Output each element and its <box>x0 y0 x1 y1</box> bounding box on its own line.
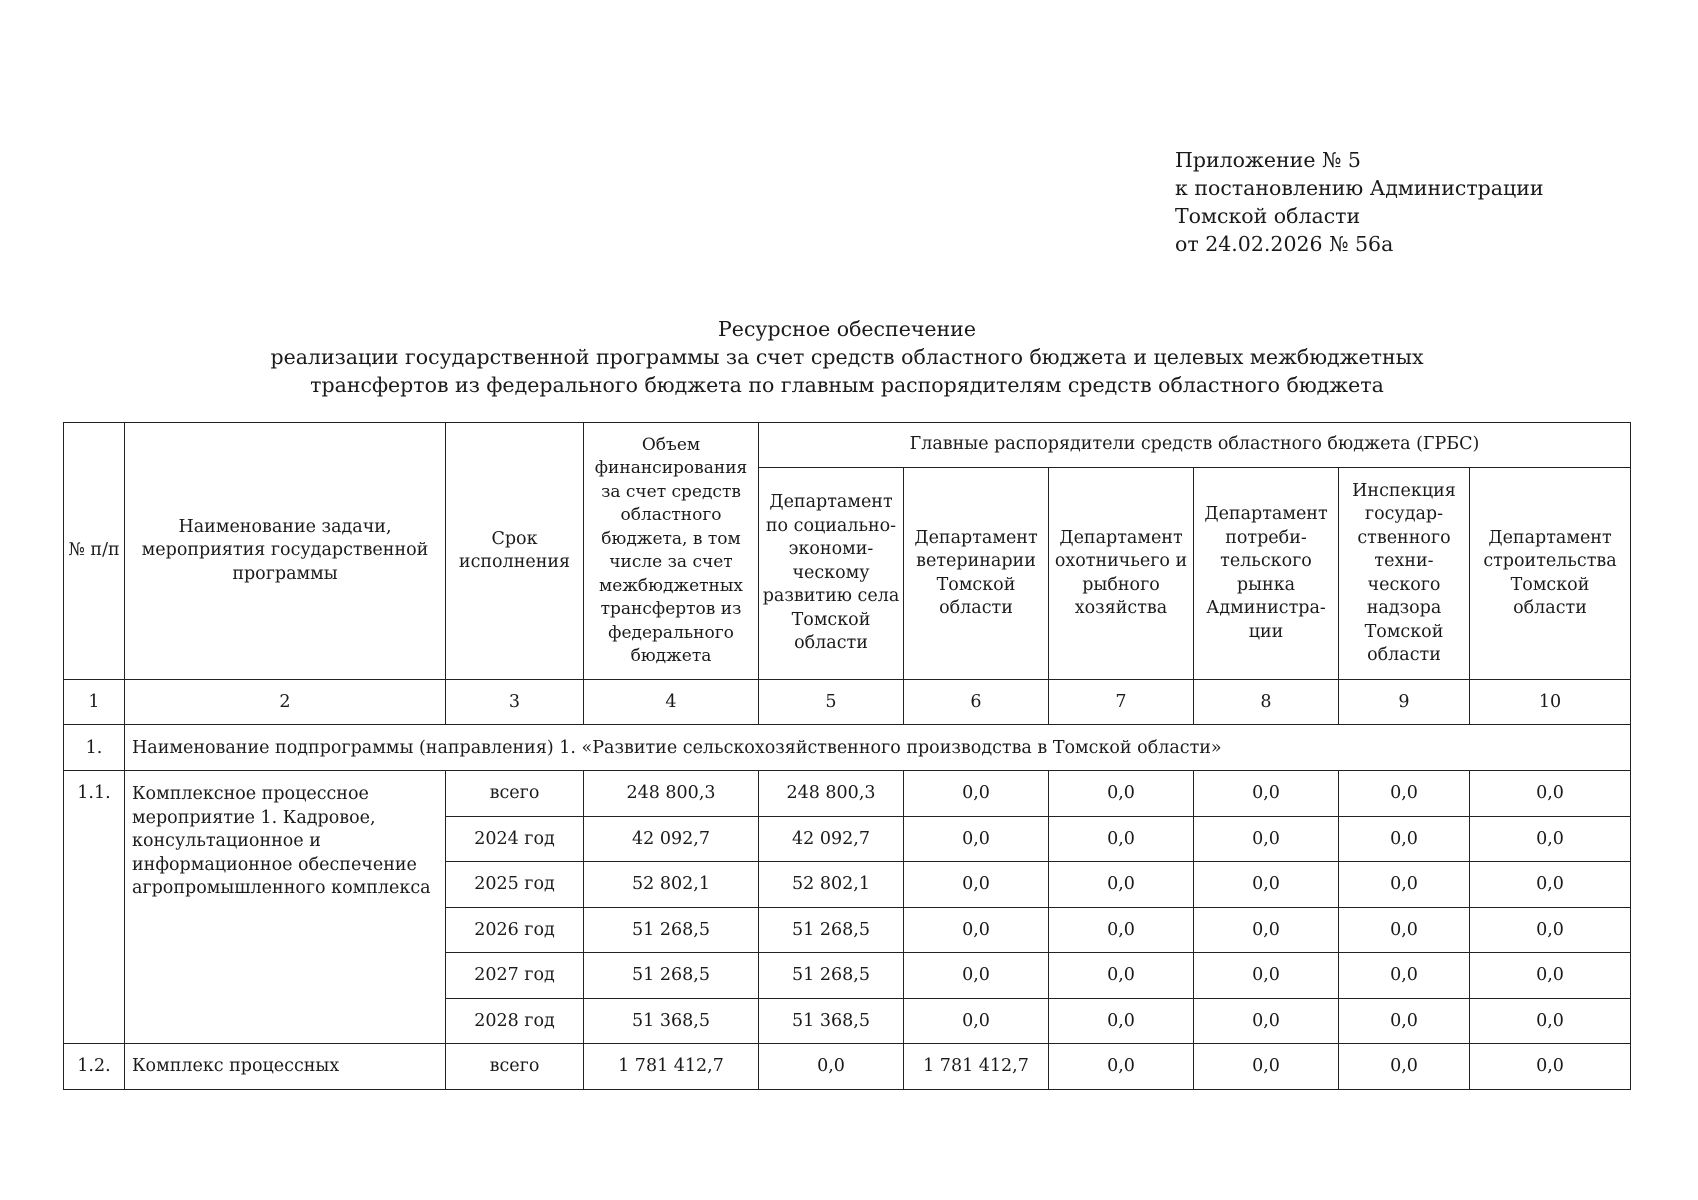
header-period: Срок исполнения <box>446 423 584 680</box>
period-cell: всего <box>446 771 584 817</box>
value-cell: 52 802,1 <box>584 862 759 908</box>
appendix-line: к постановлению Администрации <box>1175 176 1544 200</box>
value-cell: 0,0 <box>1339 907 1470 953</box>
value-cell: 0,0 <box>904 998 1049 1044</box>
value-cell: 0,0 <box>1049 953 1194 999</box>
value-cell: 51 268,5 <box>759 907 904 953</box>
value-cell: 52 802,1 <box>759 862 904 908</box>
header-dept-veterinary: Департамент ветеринарии Томской области <box>904 468 1049 680</box>
value-cell: 0,0 <box>1194 862 1339 908</box>
value-cell: 0,0 <box>1339 771 1470 817</box>
table-row <box>64 1044 1631 1090</box>
subprogram-row <box>64 725 1631 771</box>
column-number: 5 <box>759 680 904 725</box>
value-cell: 0,0 <box>1339 998 1470 1044</box>
appendix-line: Приложение № 5 <box>1175 148 1361 172</box>
value-cell: 248 800,3 <box>759 771 904 817</box>
period-cell: 2028 год <box>446 998 584 1044</box>
header-name: Наименование задачи, мероприятия государственной программы <box>125 423 446 680</box>
value-cell: 0,0 <box>904 816 1049 862</box>
value-cell: 51 268,5 <box>584 953 759 999</box>
column-number: 7 <box>1049 680 1194 725</box>
value-cell: 0,0 <box>1470 771 1631 817</box>
value-cell: 0,0 <box>904 771 1049 817</box>
value-cell: 0,0 <box>1194 816 1339 862</box>
value-cell: 0,0 <box>1339 816 1470 862</box>
value-cell: 0,0 <box>1194 998 1339 1044</box>
value-cell: 0,0 <box>1194 907 1339 953</box>
subprogram-title: Наименование подпрограммы (направления) 1. «Развитие сельскохозяйственного производства в Томской области» <box>125 725 1631 771</box>
value-cell: 0,0 <box>904 907 1049 953</box>
value-cell: 0,0 <box>1049 998 1194 1044</box>
value-cell: 0,0 <box>904 953 1049 999</box>
value-cell: 0,0 <box>1470 1044 1631 1090</box>
header-dept-hunting-fishing: Департамент охотничьего и рыбного хозяйства <box>1049 468 1194 680</box>
value-cell: 0,0 <box>1470 953 1631 999</box>
value-cell: 51 268,5 <box>584 907 759 953</box>
value-cell: 0,0 <box>1049 1044 1194 1090</box>
measure-num: 1.1. <box>64 771 125 1044</box>
value-cell: 0,0 <box>1470 998 1631 1044</box>
title-line: Ресурсное обеспечение <box>718 317 976 341</box>
value-cell: 42 092,7 <box>759 816 904 862</box>
value-cell: 51 268,5 <box>759 953 904 999</box>
measure-name: Комплекс процессных <box>125 1044 446 1090</box>
header-dept-rural: Департамент по социально-экономи-ческому развитию села Томской области <box>759 468 904 680</box>
period-cell: 2024 год <box>446 816 584 862</box>
value-cell: 51 368,5 <box>759 998 904 1044</box>
period-cell: 2027 год <box>446 953 584 999</box>
header-num: № п/п <box>64 423 125 680</box>
value-cell: 0,0 <box>1194 1044 1339 1090</box>
value-cell: 0,0 <box>1339 1044 1470 1090</box>
value-cell: 0,0 <box>1470 907 1631 953</box>
header-row-1 <box>64 423 1631 468</box>
title-line: трансфертов из федерального бюджета по главным распорядителям средств областного бюджета <box>310 373 1384 397</box>
value-cell: 0,0 <box>1339 953 1470 999</box>
value-cell: 0,0 <box>1339 862 1470 908</box>
value-cell: 0,0 <box>904 862 1049 908</box>
table-row <box>64 771 1631 817</box>
measure-name: Комплексное процессное мероприятие 1. Кадровое, консультационное и информационное обеспечение агропромышленного комплекса <box>125 771 446 1044</box>
column-number: 6 <box>904 680 1049 725</box>
value-cell: 1 781 412,7 <box>904 1044 1049 1090</box>
value-cell: 0,0 <box>1049 907 1194 953</box>
header-grbs-group: Главные распорядители средств областного бюджета (ГРБС) <box>759 423 1631 468</box>
value-cell: 0,0 <box>1049 771 1194 817</box>
resource-table <box>63 422 1631 1090</box>
column-number: 4 <box>584 680 759 725</box>
value-cell: 42 092,7 <box>584 816 759 862</box>
header-dept-consumer-market: Департамент потреби-тельского рынка Администра-ции <box>1194 468 1339 680</box>
column-number: 3 <box>446 680 584 725</box>
header-volume: Объем финансирования за счет средств областного бюджета, в том числе за счет межбюджетных трансфертов из федерального бюджета <box>584 423 759 680</box>
value-cell: 0,0 <box>1470 816 1631 862</box>
column-number: 2 <box>125 680 446 725</box>
value-cell: 0,0 <box>759 1044 904 1090</box>
value-cell: 248 800,3 <box>584 771 759 817</box>
appendix-line: от 24.02.2026 № 56а <box>1175 232 1394 256</box>
value-cell: 0,0 <box>1194 771 1339 817</box>
column-numbers-row <box>64 680 1631 725</box>
title-line: реализации государственной программы за счет средств областного бюджета и целевых межбюджетных <box>270 345 1424 369</box>
period-cell: всего <box>446 1044 584 1090</box>
value-cell: 0,0 <box>1194 953 1339 999</box>
subprogram-num: 1. <box>64 725 125 771</box>
column-number: 9 <box>1339 680 1470 725</box>
period-cell: 2026 год <box>446 907 584 953</box>
appendix-line: Томской области <box>1175 204 1361 228</box>
document-title <box>62 315 1632 399</box>
measure-num: 1.2. <box>64 1044 125 1090</box>
period-cell: 2025 год <box>446 862 584 908</box>
header-dept-construction: Департамент строительства Томской области <box>1470 468 1631 680</box>
column-number: 10 <box>1470 680 1631 725</box>
appendix-block <box>1175 146 1544 258</box>
column-number: 1 <box>64 680 125 725</box>
header-inspection: Инспекция государ-ственного техни-ческого надзора Томской области <box>1339 468 1470 680</box>
column-number: 8 <box>1194 680 1339 725</box>
value-cell: 0,0 <box>1470 862 1631 908</box>
value-cell: 0,0 <box>1049 816 1194 862</box>
value-cell: 0,0 <box>1049 862 1194 908</box>
value-cell: 1 781 412,7 <box>584 1044 759 1090</box>
value-cell: 51 368,5 <box>584 998 759 1044</box>
